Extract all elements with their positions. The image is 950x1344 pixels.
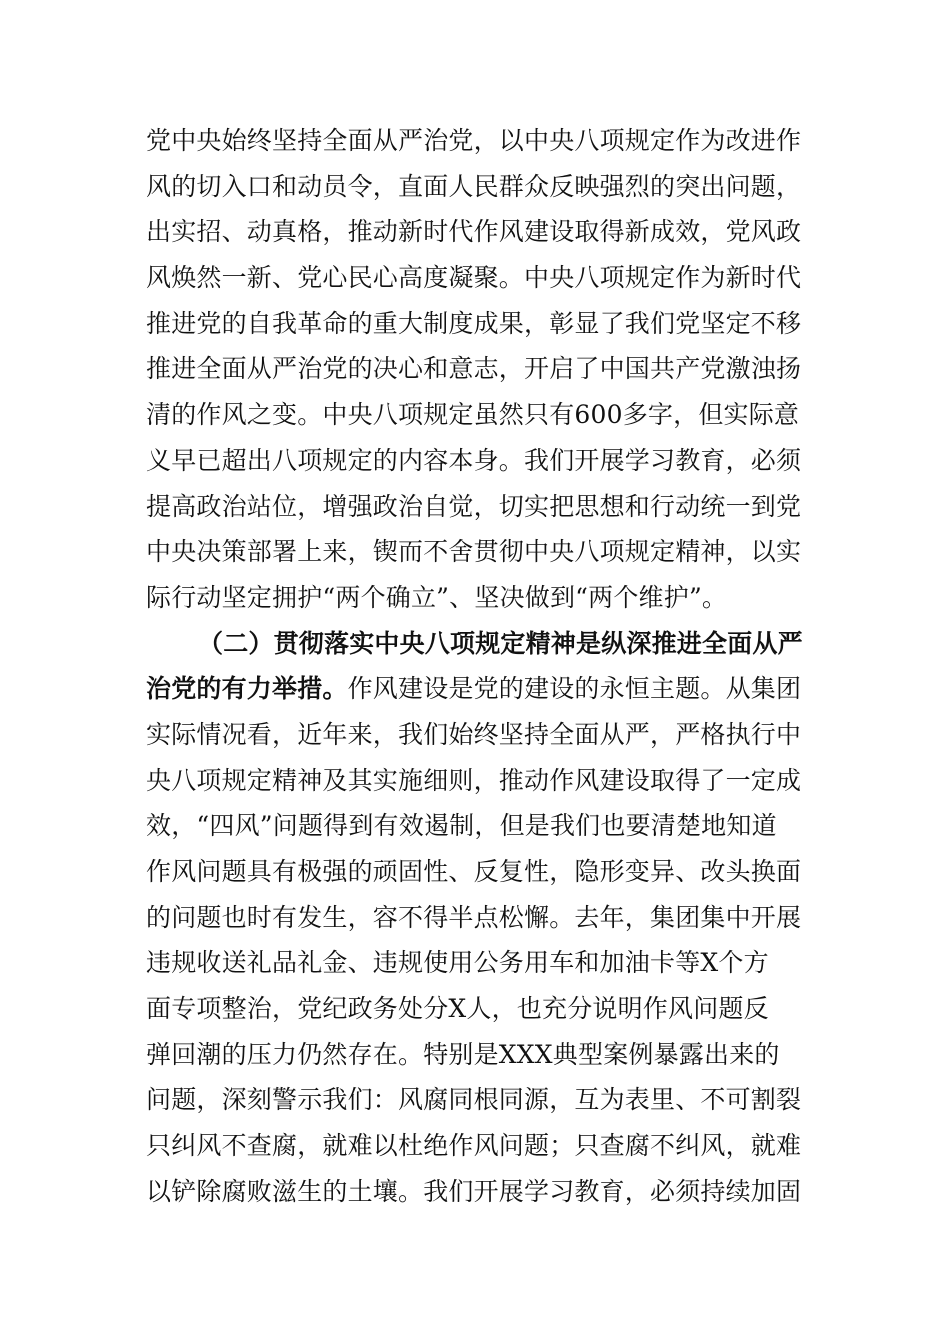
text-line: 实际情况看，近年来，我们始终坚持全面从严，严格执行中 bbox=[146, 719, 802, 749]
text-line: 央八项规定精神及其实施细则，推动作风建设取得了一定成 bbox=[146, 765, 802, 795]
text-line: 义早已超出八项规定的内容本身。我们开展学习教育，必须 bbox=[146, 445, 802, 475]
text-segment: 作风建设是党的建设的永恒主题。从集团 bbox=[347, 674, 802, 704]
section-heading-continuation bbox=[146, 666, 814, 712]
text-line: 党中央始终坚持全面从严治党，以中央八项规定作为改进作 bbox=[146, 126, 802, 155]
text-line: 只纠风不查腐，就难以杜绝作风问题；只查腐不纠风，就难 bbox=[146, 1131, 802, 1161]
text-line: 推进全面从严治党的决心和意志，开启了中国共产党激浊扬 bbox=[146, 354, 802, 384]
text-line: 风的切入口和动员令，直面人民群众反映强烈的突出问题， bbox=[146, 171, 802, 201]
section-heading: （二）贯彻落实中央八项规定精神是纵深推进全面从严 bbox=[198, 628, 803, 658]
text-line: 违规收送礼品礼金、违规使用公务用车和加油卡等X个方 bbox=[146, 948, 769, 978]
text-line: 清的作风之变。中央八项规定虽然只有600多字，但实际意 bbox=[146, 400, 800, 430]
text-line: 问题，深刻警示我们：风腐同根同源，互为表里、不可割裂 bbox=[146, 1085, 802, 1115]
text-line: 作风问题具有极强的顽固性、反复性，隐形变异、改头换面 bbox=[146, 857, 802, 886]
text-line: 效，“四风”问题得到有效遏制，但是我们也要清楚地知道 bbox=[146, 811, 777, 841]
text-line: 的问题也时有发生，容不得半点松懈。去年，集团集中开展 bbox=[146, 902, 802, 932]
text-line: 推进党的自我革命的重大制度成果，彰显了我们党坚定不移 bbox=[146, 308, 802, 338]
text-line: 中央决策部署上来，锲而不舍贯彻中央八项规定精神，以实 bbox=[146, 537, 802, 567]
text-line: 风焕然一新、党心民心高度凝聚。中央八项规定作为新时代 bbox=[146, 263, 802, 293]
text-line: 出实招、动真格，推动新时代作风建设取得新成效，党风政 bbox=[146, 217, 802, 247]
text-line: 以铲除腐败滋生的土壤。我们开展学习教育，必须持续加固 bbox=[146, 1176, 802, 1206]
text-line: 提高政治站位，增强政治自觉，切实把思想和行动统一到党 bbox=[146, 491, 802, 521]
text-line: 弹回潮的压力仍然存在。特别是XXX典型案例暴露出来的 bbox=[146, 1039, 780, 1069]
section-heading-end: 治党的有力举措。 bbox=[146, 674, 348, 704]
document-body bbox=[146, 118, 814, 1215]
text-line: 面专项整治，党纪政务处分X人，也充分说明作风问题反 bbox=[146, 994, 769, 1024]
text-line: 际行动坚定拥护“两个确立”、坚决做到“两个维护”。 bbox=[146, 582, 728, 612]
